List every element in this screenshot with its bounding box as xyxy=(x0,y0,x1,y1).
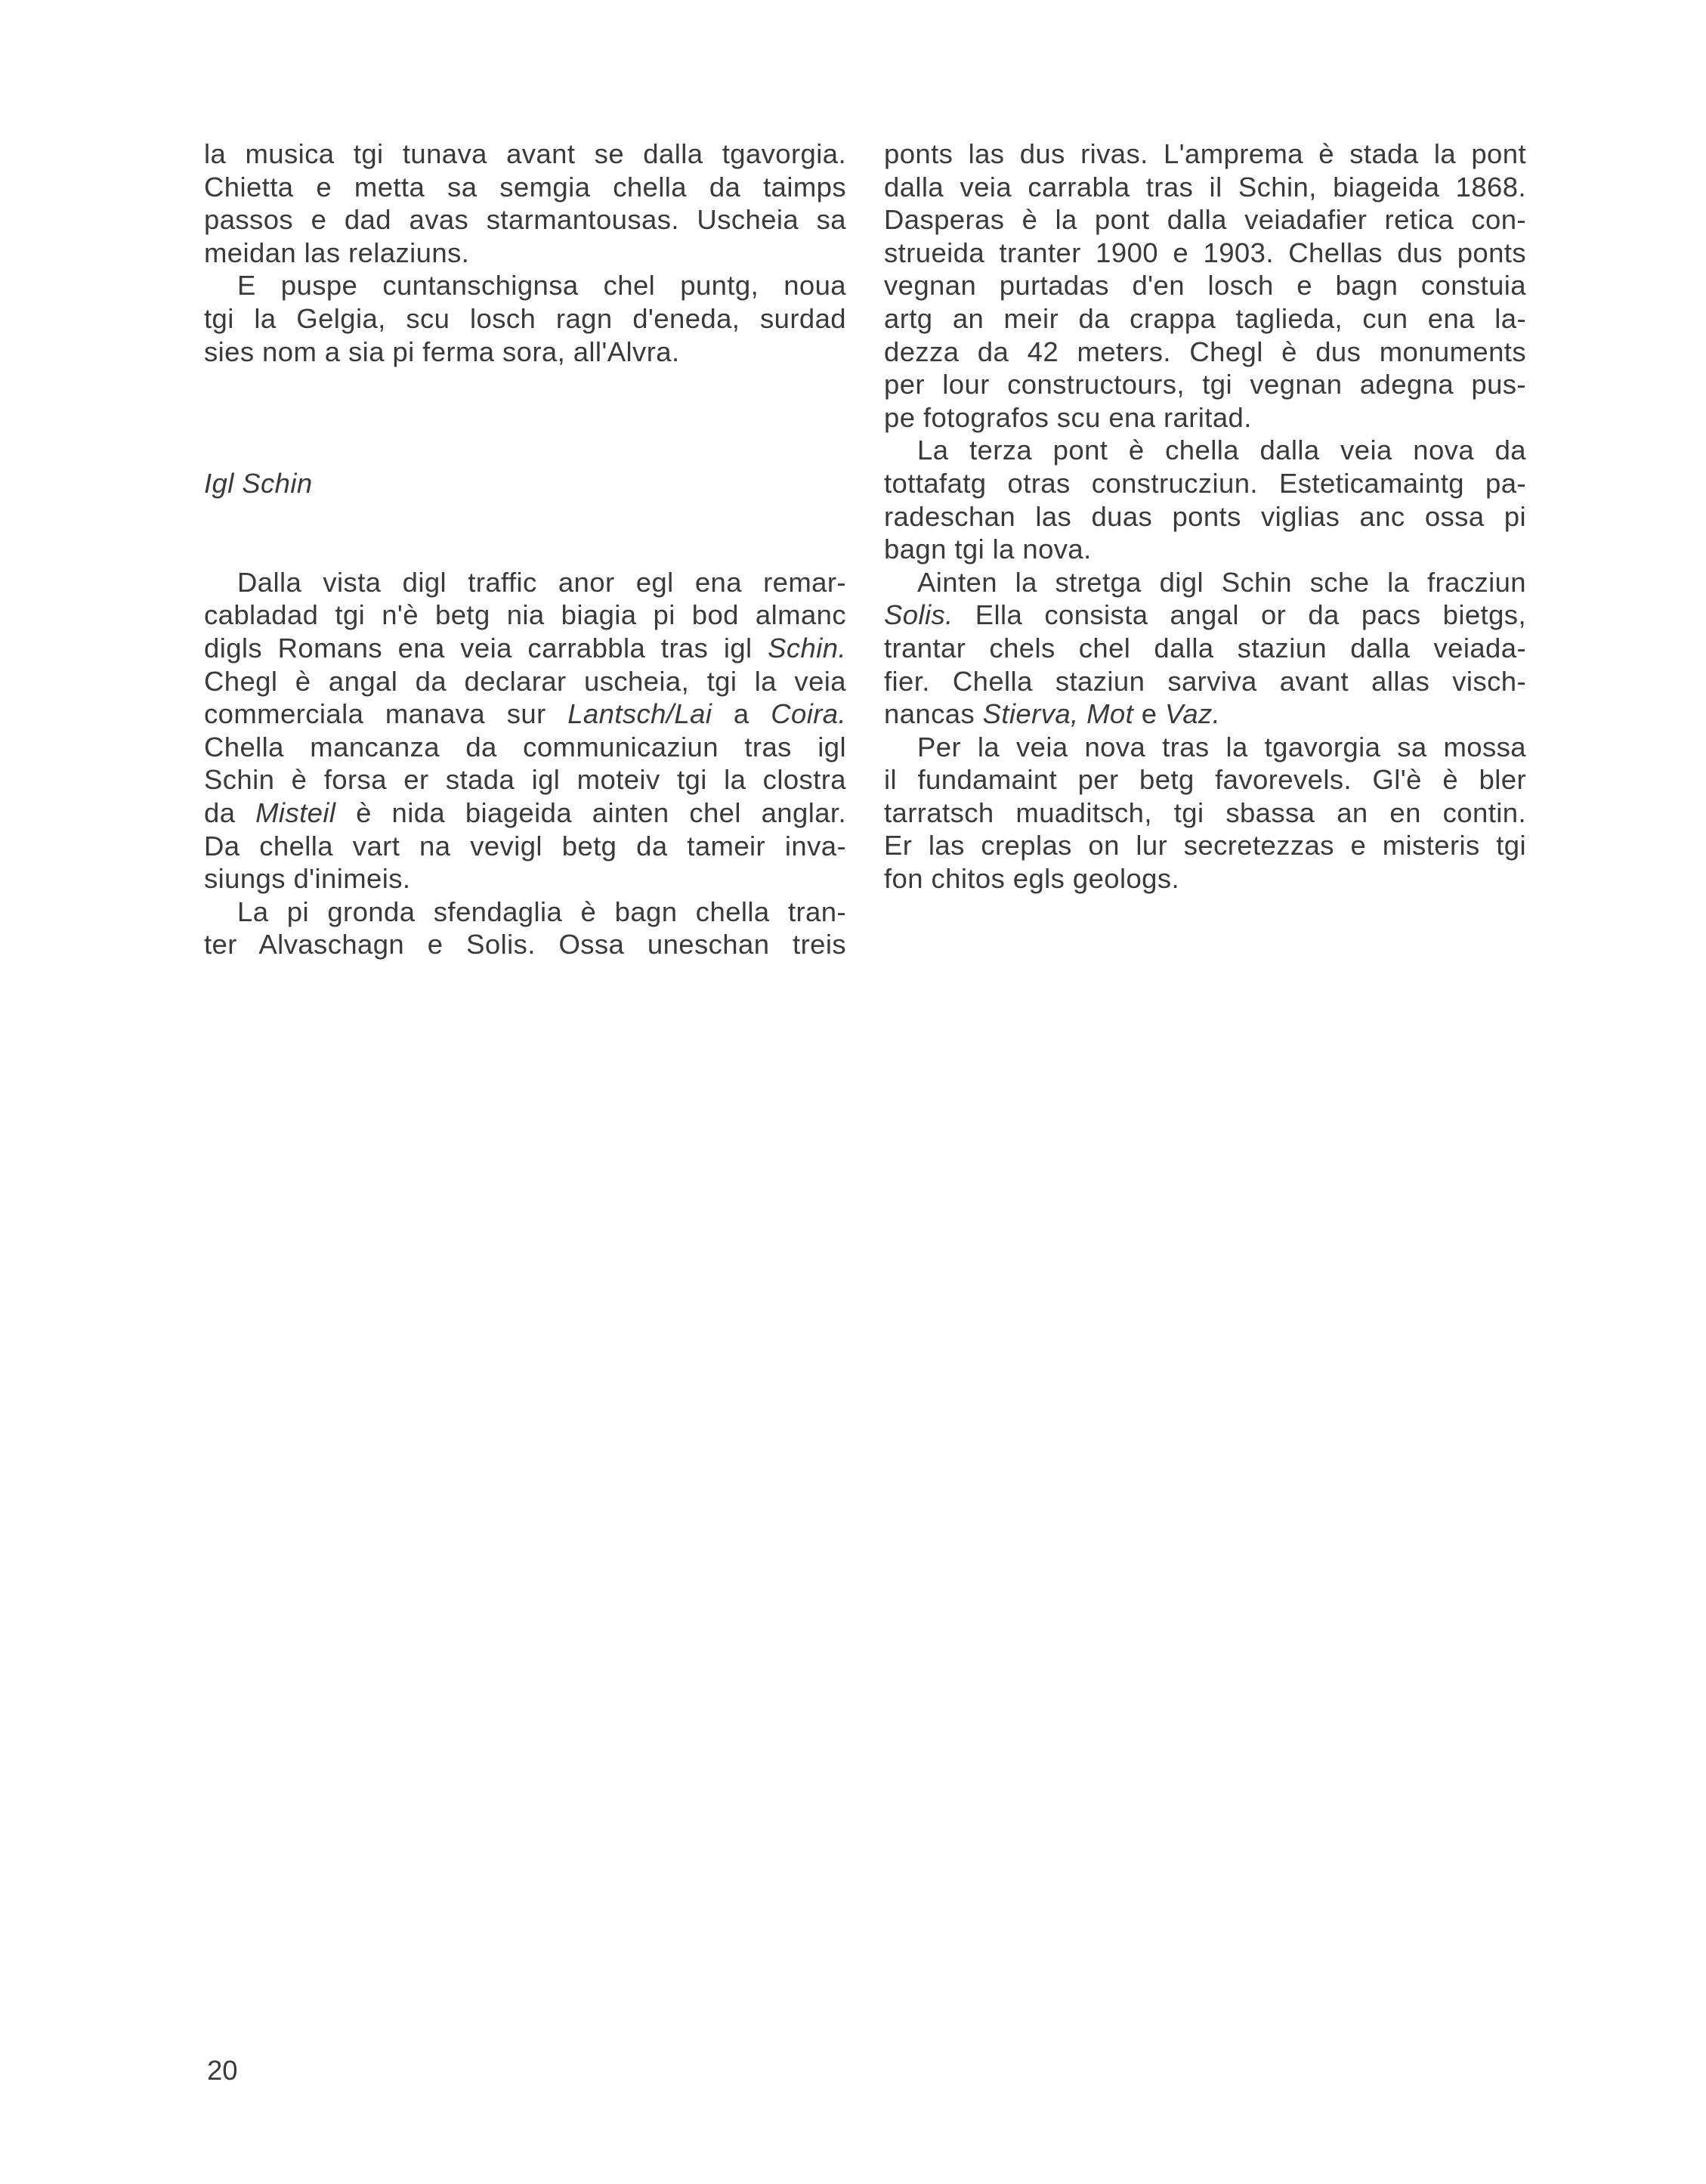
text-line: Ainten la stretga digl Schin sche la fracziun xyxy=(917,566,1526,598)
text-line xyxy=(884,698,1526,731)
text-run: Ella consista angal or da pacs bietgs, xyxy=(953,599,1526,631)
text-line: Per la veia nova tras la tgavorgia sa mossa xyxy=(917,731,1526,763)
text-line: Chietta e metta sa semgia chella da taimps xyxy=(204,171,846,203)
text-line xyxy=(884,599,1526,632)
text-line: La terza pont è chella dalla veia nova da xyxy=(917,435,1526,466)
text-run: e xyxy=(1133,698,1165,730)
right-text-column xyxy=(884,138,1526,896)
text-line: Dalla vista digl traffic anor egl ena remar- xyxy=(237,566,846,598)
text-run: nancas xyxy=(884,698,983,730)
text-line: dezza da 42 meters. Chegl è dus monuments xyxy=(884,336,1526,367)
text-line: La pi gronda sfendaglia è bagn chella tran- xyxy=(237,896,846,927)
page-number: 20 xyxy=(207,2055,238,2086)
text-run: digls Romans ena veia carrabbla tras igl xyxy=(204,632,768,664)
place-name-italic: Coira. xyxy=(771,698,846,730)
text-line: Da chella vart na vevigl betg da tameir inva- xyxy=(204,830,846,862)
section-heading: Igl Schin xyxy=(204,468,313,500)
text-line: Dasperas è la pont dalla veiadafier retica con- xyxy=(884,204,1526,236)
text-line: passos e dad avas starmantousas. Uscheia sa xyxy=(204,204,846,236)
text-line: Chella mancanza da communicaziun tras igl xyxy=(204,731,846,763)
text-line: dalla veia carrabla tras il Schin, biageida 1868. xyxy=(884,171,1526,203)
place-name-italic: Vaz. xyxy=(1164,698,1221,730)
text-line: la musica tgi tunava avant se dalla tgavorgia. xyxy=(204,138,846,169)
text-run: da xyxy=(204,797,256,828)
left-text-column xyxy=(204,138,846,961)
text-line: fier. Chella staziun sarviva avant allas visch- xyxy=(884,665,1526,697)
text-line: tgi la Gelgia, scu losch ragn d'eneda, surdad xyxy=(204,302,846,334)
text-line: Schin è forsa er stada igl moteiv tgi la clostra xyxy=(204,764,846,796)
text-line: E puspe cuntanschignsa chel puntg, noua xyxy=(237,270,846,302)
text-line: Chegl è angal da declarar uscheia, tgi la veia xyxy=(204,665,846,697)
text-line: ponts las dus rivas. L'amprema è stada la pont xyxy=(884,138,1526,169)
text-line: il fundamaint per betg favorevels. Gl'è è bler xyxy=(884,764,1526,796)
place-name-italic: Misteil xyxy=(255,797,336,828)
place-name-italic: Stierva, Mot xyxy=(982,698,1134,730)
text-run: è nida biageida ainten chel anglar. xyxy=(335,797,846,828)
text-line: strueida tranter 1900 e 1903. Chellas dus ponts xyxy=(884,237,1526,268)
place-name-italic: Solis. xyxy=(884,599,953,631)
place-name-italic: Schin. xyxy=(768,632,846,664)
text-line: per lour constructours, tgi vegnan adegna pus- xyxy=(884,369,1526,401)
text-line: pe fotografos scu ena raritad. xyxy=(884,401,1252,433)
text-line: tottafatg otras construcziun. Esteticamaintg pa- xyxy=(884,467,1526,499)
text-line: trantar chels chel dalla staziun dalla veiada- xyxy=(884,632,1526,664)
text-line: artg an meir da crappa taglieda, cun ena la- xyxy=(884,302,1526,334)
text-line: tarratsch muaditsch, tgi sbassa an en contin. xyxy=(884,797,1526,828)
text-line: ter Alvaschagn e Solis. Ossa uneschan treis xyxy=(204,929,846,961)
place-name-italic: Lantsch/Lai xyxy=(567,698,712,730)
text-line xyxy=(204,797,846,830)
text-line: sies nom a sia pi ferma sora, all'Alvra. xyxy=(204,336,680,367)
text-line: vegnan purtadas d'en losch e bagn constuia xyxy=(884,270,1526,302)
text-line: radeschan las duas ponts viglias anc ossa pi xyxy=(884,500,1526,532)
text-run: a xyxy=(712,698,771,730)
text-line: meidan las relaziuns. xyxy=(204,237,470,268)
text-line: Er las creplas on lur secretezzas e misteris tgi xyxy=(884,830,1526,862)
text-line xyxy=(204,632,846,665)
text-line: siungs d'inimeis. xyxy=(204,863,411,895)
text-run: commerciala manava sur xyxy=(204,698,568,730)
text-line xyxy=(204,698,846,731)
text-line: cabladad tgi n'è betg nia biagia pi bod almanc xyxy=(204,599,846,631)
text-line: fon chitos egls geologs. xyxy=(884,863,1180,895)
text-line: bagn tgi la nova. xyxy=(884,534,1092,565)
